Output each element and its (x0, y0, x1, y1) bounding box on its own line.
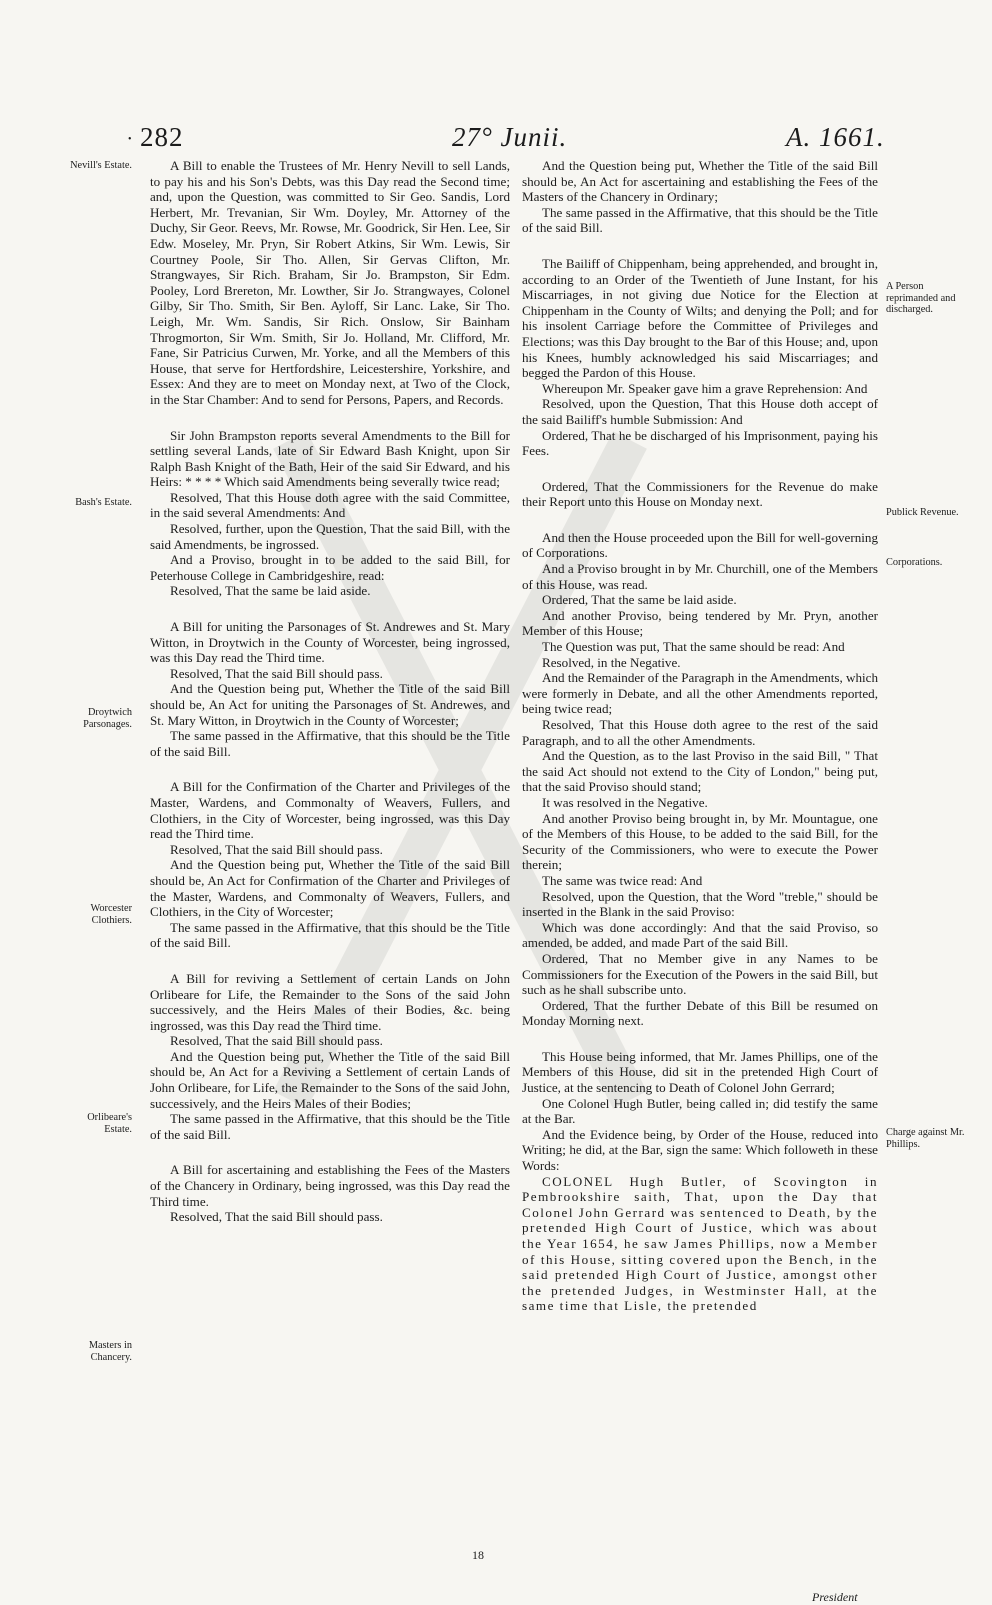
paragraph: The Bailiff of Chippenham, being apprehended, and brought in, according to an Order of the Twentieth of June Instant, for his Miscarriages, in not giving due Notice for the Election at Chippenham in the County of Wilts; and denying the Poll; and for his insolent Carriage before the Committee of Privileges and Elections; was this Day brought to the Bar of this House; and, upon his Knees, humbly acknowledged his said Miscarriages; and begged the Pardon of this House. (522, 255, 878, 381)
margin-note-bash: Bash's Estate. (75, 497, 132, 508)
paragraph: The same was twice read: And (542, 872, 703, 888)
paragraph: And another Proviso being brought in, by Mr. Mountague, one of the Members of this House, to be added to the said Bill, for the Security of the Commissioners, who were to execute the Power therein; (522, 810, 878, 873)
margin-note-masters: Masters in Chancery. (88, 1340, 132, 1363)
paragraph: COLONEL Hugh Butler, of Scovington in Pembrookshire saith, That, upon the Day that Colonel John Gerrard was sentenced to Death, by the pretended High Court of Justice, which was about the Year 1654, he saw James Phillips, now a Member of this House, sitting covered upon the Bench, in the said pretended High Court of Justice, amongst other the pretended Judges, in Westminster Hall, at the same time that Lisle, the pretended (522, 1173, 878, 1314)
entry-nevill (150, 158, 510, 408)
paragraph: Resolved, That the said Bill should pass. (170, 841, 383, 857)
margin-note-person-reprimanded: A Person reprimanded and discharged. (886, 281, 956, 315)
entry-corporations (522, 530, 878, 1029)
paragraph: And the Question being put, Whether the Title of the said Bill should be, An Act for a Reviving a Settlement of certain Lands of John Orlibeare, for Life, the Remainder to the Sons of the said John, successively, and the Heirs Males of their Bodies; (150, 1048, 510, 1111)
paragraph: This House being informed, that Mr. James Phillips, one of the Members of this House, did sit in the pretended High Court of Justice, at the sentencing to Death of Colonel John Gerrard; (522, 1048, 878, 1096)
entry-worcester (150, 779, 510, 951)
paragraph: And a Proviso, brought in to be added to the said Bill, for Peterhouse College in Cambridgeshire, read: (150, 552, 510, 583)
paragraph: Sir John Brampston reports several Amendments to the Bill for settling several Lands, late of Sir Edward Bash Knight, upon Sir Ralph Bash Knight of the Bath, Heir of the said Sir Edward, and his Heirs: * * * * Which said Amendments being severally twice read; (150, 427, 510, 490)
paragraph: And the Question being put, Whether the Title of the said Bill should be, An Act for ascertaining and establishing the Fees of the Masters of the Chancery in Ordinary; (522, 158, 878, 205)
paragraph: A Bill to enable the Trustees of Mr. Henry Nevill to sell Lands, to pay his and his Son's Debts, was this Day read the Second time; and, upon the Question, was committed to Sir Geo. Sandis, Lord Herbert, Mr. Trevanian, Sir Wm. Doyley, Mr. Attorney of the Duchy, Sir Geor. Reevs, Mr. Rowse, Mr. Goodrick, Sir Hen. Lee, Sir Edw. Moseley, Mr. Pryn, Sir Robert Atkins, Sir Wm. Lewis, Sir Courtney Poole, Sir Tho. Allen, Sir Gervas Clifton, Mr. Strangwayes, Sir Rich. Braham, Sir Jo. Brampston, Sir Edm. Pooley, Lord Brereton, Mr. Lowther, Sir Jo. Strangwayes, Colonel Gilby, Sir Tho. Smith, Sir Ben. Ayloff, Sir Lanc. Lake, Sir Tho. Leigh, Mr. Wm. Sandis, Sir Rich. Onslow, Sir Bainham Throgmorton, Sir Wm. Smith, Sir Jo. Holland, Mr. Clifford, Mr. Fane, Sir Patricius Curwen, Mr. Yorke, and all the Members of this House, that serve for Hertfordshire, Leicestershire, Yorkshire, and Essex: And they are to meet on Monday next, at Two of the Clock, in the Star Chamber: And to send for Persons, Papers, and Records. (150, 158, 510, 407)
paragraph: A Bill for reviving a Settlement of certain Lands on John Orlibeare for Life, the Remainder to the Sons of the said John successively, and the Heirs Males of their Bodies, &c. being ingrossed, was this Day read the Third time. (150, 970, 510, 1033)
margin-note-phillips: Charge against Mr. Phillips. (886, 1127, 965, 1150)
paragraph: A Bill for ascertaining and establishing the Fees of the Masters of the Chancery in Ordinary, being ingrossed, was this Day read the Third time. (150, 1162, 510, 1209)
paragraph: One Colonel Hugh Butler, being called in; did testify the same at the Bar. (522, 1095, 878, 1127)
margin-note-corporations: Corporations. (886, 557, 943, 568)
paragraph: And the Remainder of the Paragraph in the Amendments, which were formerly in Debate, and all the other Amendments reported, being twice read; (522, 670, 878, 717)
paragraph: And then the House proceeded upon the Bill for well-governing of Corporations. (522, 529, 878, 561)
paragraph: Ordered, That he be discharged of his Imprisonment, paying his Fees. (522, 427, 878, 459)
entry-orlibeare (150, 971, 510, 1143)
paragraph: The Question was put, That the same should be read: And (542, 639, 845, 655)
page-date: 27° Junii. (452, 122, 568, 152)
paragraph: It was resolved in the Negative. (542, 794, 708, 810)
entry-bash (150, 428, 510, 600)
paragraph: A Bill for uniting the Parsonages of St. Andrewes and St. Mary Witton, in Droytwich in the County of Worcester, being ingrossed, was this Day read the Third time. (150, 619, 510, 666)
page-number: 282 (140, 122, 184, 152)
entry-droytwich (150, 619, 510, 759)
paragraph: Which was done accordingly: And that the said Proviso, so amended, be added, and made Part of the said Bill. (522, 919, 878, 951)
paragraph: Resolved, That the same be laid aside. (170, 583, 371, 599)
entry-phillips (522, 1049, 878, 1314)
paragraph: And another Proviso, being tendered by Mr. Pryn, another Member of this House; (522, 607, 878, 639)
paragraph: Resolved, in the Negative. (542, 654, 681, 670)
margin-note-droytwich: Droytwich Parsonages. (83, 707, 132, 730)
paragraph: Ordered, That the further Debate of this Bill be resumed on Monday Morning next. (522, 997, 878, 1029)
margin-note-worcester: Worcester Clothiers. (90, 903, 132, 926)
paragraph: Resolved, That this House doth agree to the rest of the said Paragraph, and to all the other Amendments. (522, 717, 878, 748)
paragraph: Resolved, That the said Bill should pass. (170, 1209, 383, 1225)
margin-note-orlibeare: Orlibeare's Estate. (87, 1112, 132, 1135)
signature-mark: 18 (472, 1548, 484, 1562)
paragraph: And the Question being put, Whether the Title of the said Bill should be, An Act for Confirmation of the Charter and Privileges of the Master, Wardens, and Commonalty of Weavers, Fullers, and Clothiers, in the City of Worcester; (150, 857, 510, 920)
right-column (522, 158, 878, 1334)
paragraph: Ordered, That the same be laid aside. (542, 592, 737, 608)
paragraph: Resolved, That the said Bill should pass. (170, 665, 383, 681)
paragraph: And the Question being put, Whether the Title of the said Bill should be, An Act for uniting the Parsonages of St. Andrewes, and St. Mary Witton, in Droytwich in the County of Worcester; (150, 681, 510, 728)
paragraph: And the Question, as to the last Proviso in the said Bill, " That the said Act should not extend to the City of London," being put, that the said Proviso should stand; (522, 748, 878, 795)
entry-revenue (522, 479, 878, 510)
paragraph: Resolved, upon the Question, That this House doth accept of the said Bailiff's humble Submission: And (522, 396, 878, 427)
paragraph: Resolved, upon the Question, that the Word "treble," should be inserted in the Blank in the said Proviso: (522, 888, 878, 920)
paragraph: A Bill for the Confirmation of the Charter and Privileges of the Master, Wardens, and Commonalty of Weavers, Fullers, and Clothiers, in the City of Worcester, being ingrossed, was this Day read the Third time. (150, 779, 510, 842)
margin-note-nevill: Nevill's Estate. (70, 160, 132, 171)
left-column (150, 158, 510, 1245)
margin-note-revenue: Publick Revenue. (886, 507, 959, 518)
page-header-dot: • (128, 134, 132, 145)
paragraph: The same passed in the Affirmative, that this should be the Title of the said Bill. (150, 919, 510, 951)
paragraph: Ordered, That the Commissioners for the Revenue do make their Report unto this House on Monday next. (522, 478, 878, 510)
catchword: President (812, 1590, 858, 1604)
page-header (0, 122, 992, 162)
paragraph: The same passed in the Affirmative, that this should be the Title of the said Bill. (150, 728, 510, 759)
paragraph: The same passed in the Affirmative, that this should be the Title of the said Bill. (150, 1111, 510, 1142)
paragraph: Ordered, That no Member give in any Names to be Commissioners for the Execution of the Powers in the said Bill, but such as he shall subscribe unto. (522, 950, 878, 998)
paragraph: Whereupon Mr. Speaker gave him a grave Reprehension: And (542, 380, 868, 396)
entry-bailiff (522, 256, 878, 459)
entry-masters (150, 1162, 510, 1224)
paragraph: Resolved, That this House doth agree with the said Committee, in the said several Amendments: And (150, 489, 510, 521)
paragraph: Resolved, further, upon the Question, That the said Bill, with the said Amendments, be ingrossed. (150, 521, 510, 552)
paragraph: And a Proviso brought in by Mr. Churchill, one of the Members of this House, was read. (522, 561, 878, 592)
paragraph: Resolved, That the said Bill should pass. (170, 1033, 383, 1049)
page-year: A. 1661. (786, 122, 885, 152)
entry-masters-continued (522, 158, 878, 236)
paragraph: The same passed in the Affirmative, that this should be the Title of the said Bill. (522, 204, 878, 236)
paragraph: And the Evidence being, by Order of the House, reduced into Writing; he did, at the Bar, sign the same: Which followeth in these Words: (522, 1126, 878, 1174)
